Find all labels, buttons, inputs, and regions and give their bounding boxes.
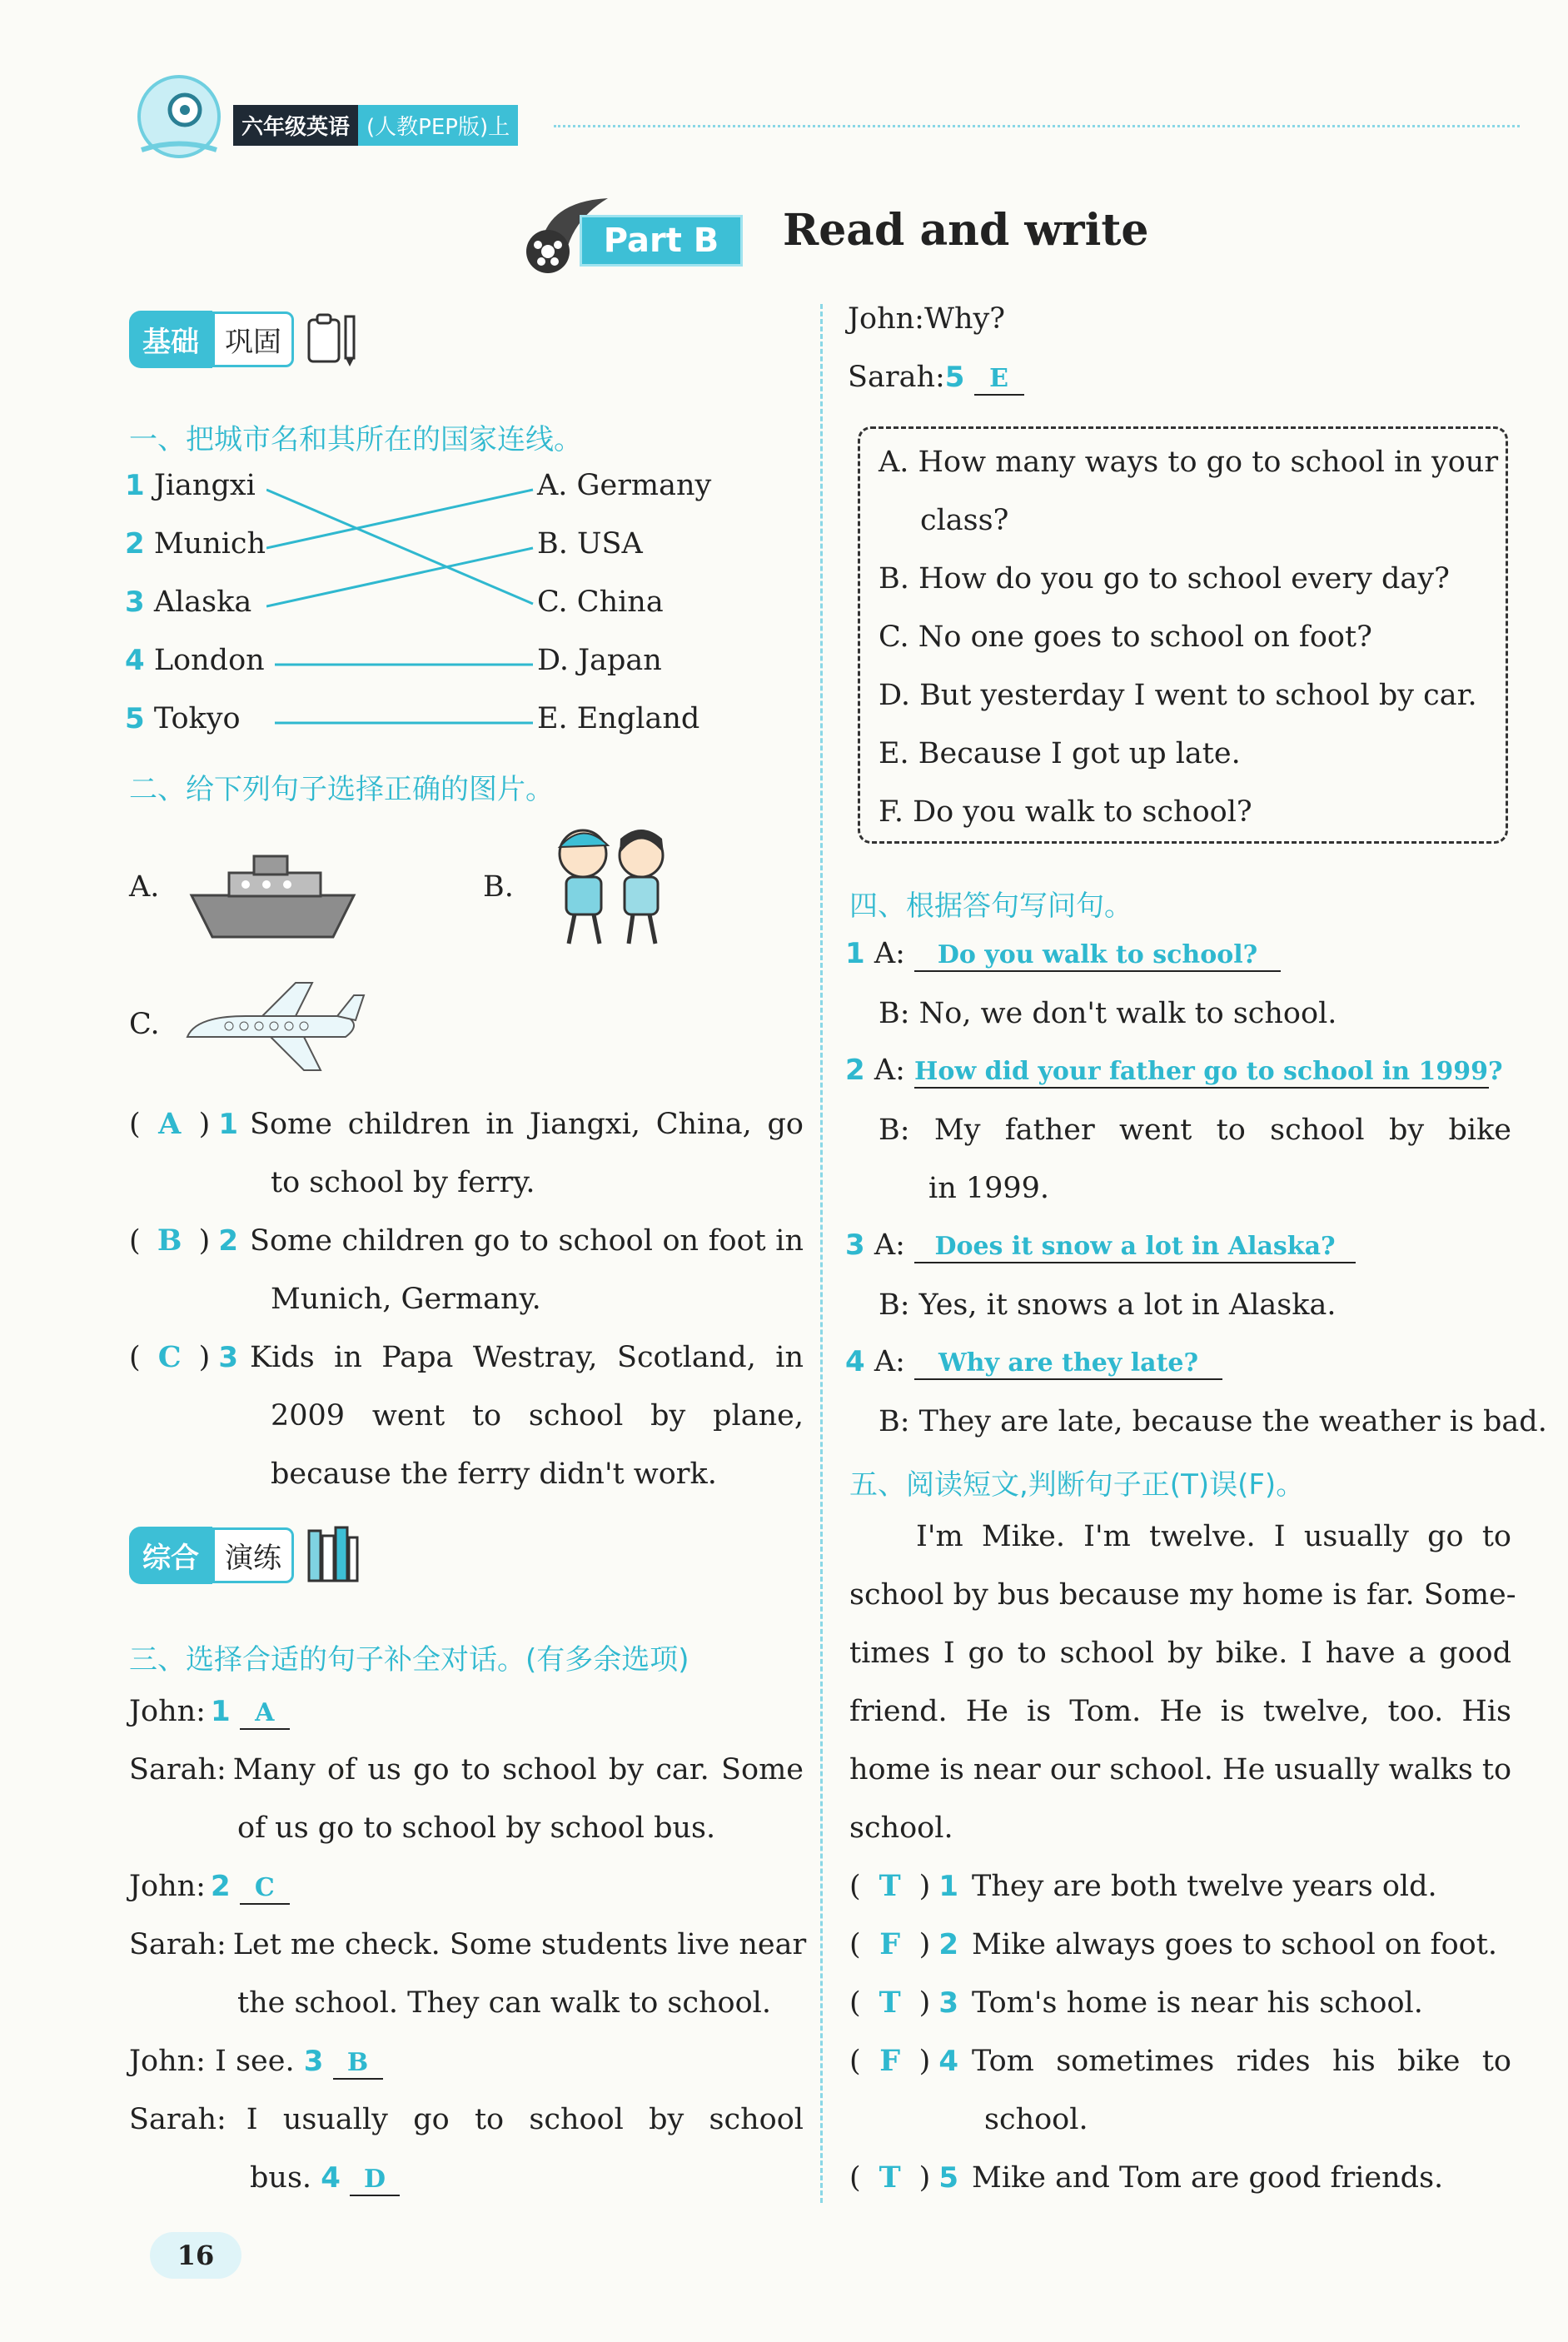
country-item: D. Japan (537, 644, 662, 677)
sec4-item: 3 A: Does it snow a lot in Alaska? B: Yes, it snows a lot in Alaska. (845, 1228, 1356, 1322)
option-item: F. Do you walk to school? (879, 795, 1252, 829)
clipboard-pencil-icon (304, 308, 362, 370)
pic-label-c: C. (129, 1008, 160, 1041)
answer: A (158, 1107, 182, 1141)
answer: C (157, 1340, 182, 1374)
country-item: A. Germany (537, 469, 712, 502)
dialogue-line: John: I see. 3 B (129, 2045, 383, 2080)
city-item: 2 Munich (125, 527, 266, 561)
answer: B (157, 1223, 182, 1258)
option-item: A. How many ways to go to school in your (879, 446, 1499, 479)
header-bar (233, 107, 518, 143)
badge-combo-b: 演练 (212, 1527, 294, 1583)
dialogue-line: John: 1 A (129, 1695, 290, 1730)
answer: F (879, 1927, 901, 1961)
section2-title: 二、给下列句子选择正确的图片。 (129, 773, 554, 806)
sec4-item: 2 A: How did your father go to school in 1999? B: My father went to school by bike in 1999. (845, 1054, 1511, 1205)
sec2-item: ( A ) 1 Some children in Jiangxi, China, go to school by ferry. (129, 1107, 804, 1199)
section-badge-combo (129, 1524, 362, 1586)
section-badge-basic (129, 308, 362, 370)
city-item: 3 Alaska (125, 586, 252, 619)
sec5-item: ( F ) 2 Mike always goes to school on foot. (849, 1927, 1497, 1961)
sec5-item: ( T ) 5 Mike and Tom are good friends. (849, 2160, 1444, 2195)
options-box (858, 426, 1508, 844)
badge-basic-a: 基础 (129, 311, 212, 368)
sec4-item: 4 A: Why are they late? B: They are late, because the weather is bad. (845, 1345, 1547, 1438)
airplane-icon (179, 979, 366, 1074)
city-item: 5 Tokyo (125, 702, 241, 735)
dialogue-line: John: 2 C (129, 1870, 290, 1905)
country-list (537, 469, 711, 760)
book-title: 六年级英语 (233, 105, 358, 146)
answer-blank: Do you walk to school? (914, 940, 1281, 972)
dialogue-line: Sarah: I usually go to school by school bus. 4 D (129, 2103, 804, 2195)
section5-title: 五、阅读短文,判断句子正(T)误(F)。 (849, 1468, 1305, 1502)
answer-blank: E (974, 364, 1024, 396)
header-rule (554, 125, 1520, 127)
dialogue-line: Sarah:5 E (848, 361, 1024, 396)
answer-blank: Why are they late? (914, 1348, 1222, 1380)
sec4-item: 1 A: Do you walk to school? B: No, we don't walk to school. (845, 937, 1337, 1030)
children-walking-icon (537, 820, 683, 949)
city-item: 1 Jiangxi (125, 469, 256, 502)
ferry-icon (187, 850, 366, 941)
pic-label-a: A. (129, 870, 160, 904)
page-title: Read and write (783, 205, 1149, 256)
passage: I'm Mike. I'm twelve. I usually go to school by bus because my home is far. Some- times I go to school by bike. I have a good friend. He is Tom. He is twelve, too. His home is near our school. He usually walks to school. (849, 1520, 1516, 1845)
column-divider (820, 304, 823, 2203)
answer-blank: D (350, 2165, 400, 2196)
page-number: 16 (177, 2240, 215, 2271)
city-list (125, 469, 266, 760)
answer: T (879, 2160, 901, 2195)
dialogue-line: John:Why? (848, 302, 1006, 336)
option-item: D. But yesterday I went to school by car. (879, 679, 1477, 712)
country-item: B. USA (537, 527, 643, 561)
badge-basic-b: 巩固 (212, 311, 294, 367)
sec2-item: ( B ) 2 Some children go to school on foot in Munich, Germany. (129, 1223, 804, 1316)
pic-label-b: B. (483, 870, 514, 904)
answer-blank: How did your father go to school in 1999? (914, 1057, 1489, 1089)
option-item: E. Because I got up late. (879, 737, 1241, 770)
country-item: C. China (537, 586, 664, 619)
badge-combo-a: 综合 (129, 1527, 212, 1584)
country-item: E. England (537, 702, 700, 735)
sec5-item: ( T ) 3 Tom's home is near his school. (849, 1986, 1423, 2020)
answer: F (879, 2044, 901, 2078)
option-item: class? (920, 504, 1009, 537)
answer-blank: B (333, 2048, 383, 2080)
dialogue-line: Sarah: Let me check. Some students live near the school. They can walk to school. (129, 1928, 807, 2020)
matching-lines (266, 466, 541, 741)
sec2-item: ( C ) 3 Kids in Papa Westray, Scotland, in 2009 went to school by plane, because the ferry didn't work. (129, 1340, 804, 1491)
page-number-badge (150, 2232, 241, 2279)
book-edition: (人教PEP版)上 (358, 105, 518, 146)
answer-blank: Does it snow a lot in Alaska? (914, 1232, 1356, 1263)
answer-blank: C (240, 1873, 290, 1905)
section1-title: 一、把城市名和其所在的国家连线。 (129, 423, 582, 456)
dialogue-line: Sarah: Many of us go to school by car. Some of us go to school by school bus. (129, 1753, 804, 1845)
answer-blank: A (240, 1698, 290, 1730)
books-icon (304, 1524, 362, 1586)
option-item: B. How do you go to school every day? (879, 562, 1450, 595)
part-label: Part B (580, 215, 743, 267)
city-item: 4 London (125, 644, 265, 677)
section3-title: 三、选择合适的句子补全对话。(有多余选项) (129, 1643, 689, 1677)
sec5-item: ( F ) 4 Tom sometimes rides his bike to school. (849, 2044, 1511, 2136)
section4-title: 四、根据答句写问句。 (849, 889, 1132, 923)
answer: T (879, 1986, 901, 2020)
option-item: C. No one goes to school on foot? (879, 620, 1372, 654)
globe-logo-icon (125, 58, 233, 167)
part-badge (516, 198, 741, 273)
sec5-item: ( T ) 1 They are both twelve years old. (849, 1869, 1437, 1903)
answer: T (879, 1869, 901, 1903)
header-logo (125, 58, 233, 167)
